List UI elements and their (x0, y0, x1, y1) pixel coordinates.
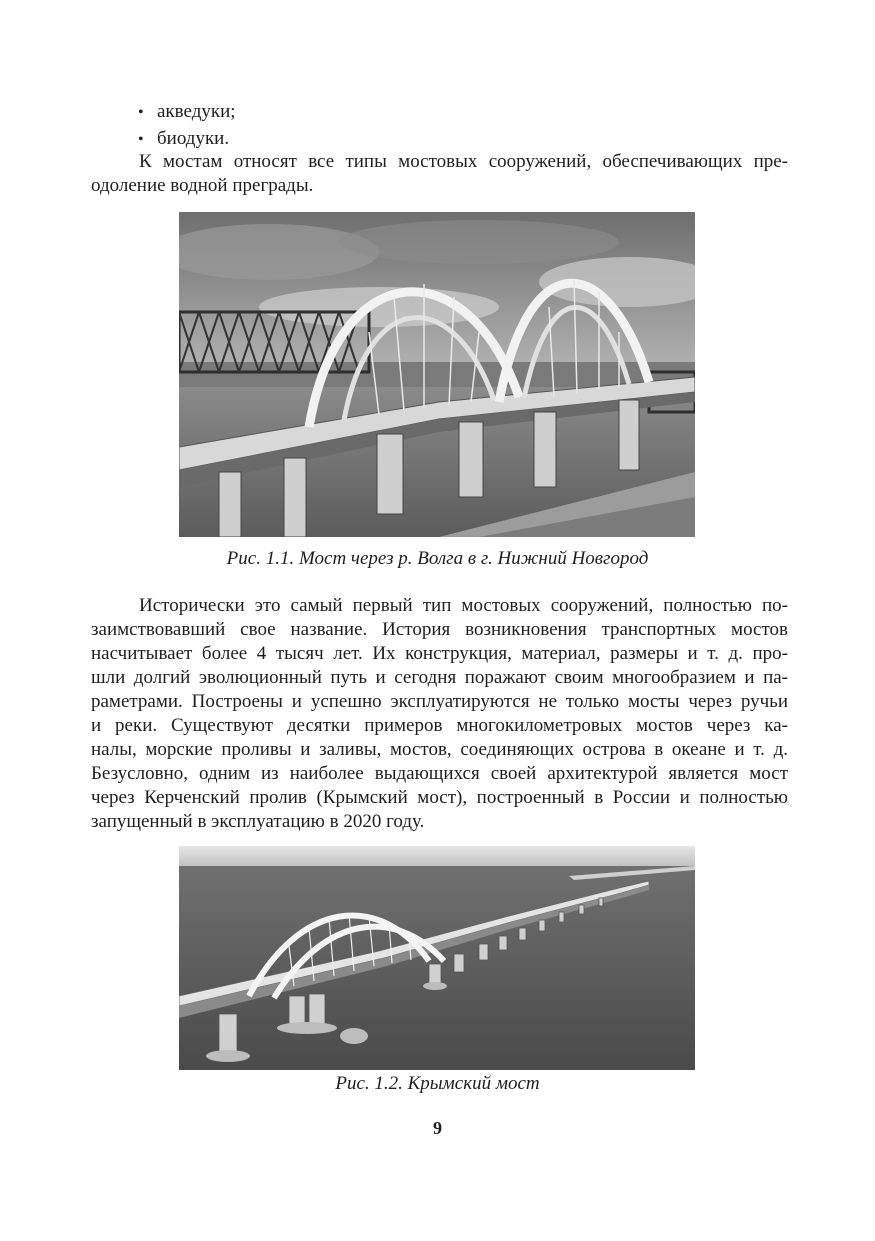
list-item: • акведуки; (138, 98, 236, 125)
list-item: • биодуки. (138, 125, 236, 152)
bullet-icon: • (138, 131, 144, 148)
bridge-photo-illustration (179, 212, 695, 537)
bullet-list (138, 98, 236, 152)
figure-crimean-bridge-photo (179, 846, 695, 1070)
figure-1-caption: Рис. 1.1. Мост через р. Волга в г. Нижний Новгород (226, 548, 649, 569)
figure-volga-bridge-photo (179, 212, 695, 537)
main-paragraph: Исторически это самый первый тип мостовых сооружений, полностью по- заимствовавший свое название. История возникновения транспортных мостов насчитывает более 4 тысяч лет. Их конструкция, материал, размеры и т. д. про- шли долгий эволюционный путь и сегодня поражают своим многообразием и па- раметрами. Построены и успешно эксплуатируются не только мосты через ручьи и реки. Существуют десятки примеров многокилометровых мостов через ка- налы, морские проливы и заливы, мостов, соединяющих острова в океане и т. д. Безусловно, одним из наиболее выдающихся своей архитектурой является мост через Керченский пролив (Крымский мост), построенный в России и полностью запущенный в эксплуатацию в 2020 году. (91, 595, 788, 832)
intro-paragraph: К мостам относят все типы мостовых сооружений, обеспечивающих пре- одоление водной преграды. (91, 151, 788, 196)
bullet-icon: • (138, 104, 144, 121)
crimean-bridge-illustration (179, 846, 695, 1070)
figure-2-caption: Рис. 1.2. Крымский мост (335, 1073, 540, 1094)
page-number: 9 (433, 1118, 442, 1138)
